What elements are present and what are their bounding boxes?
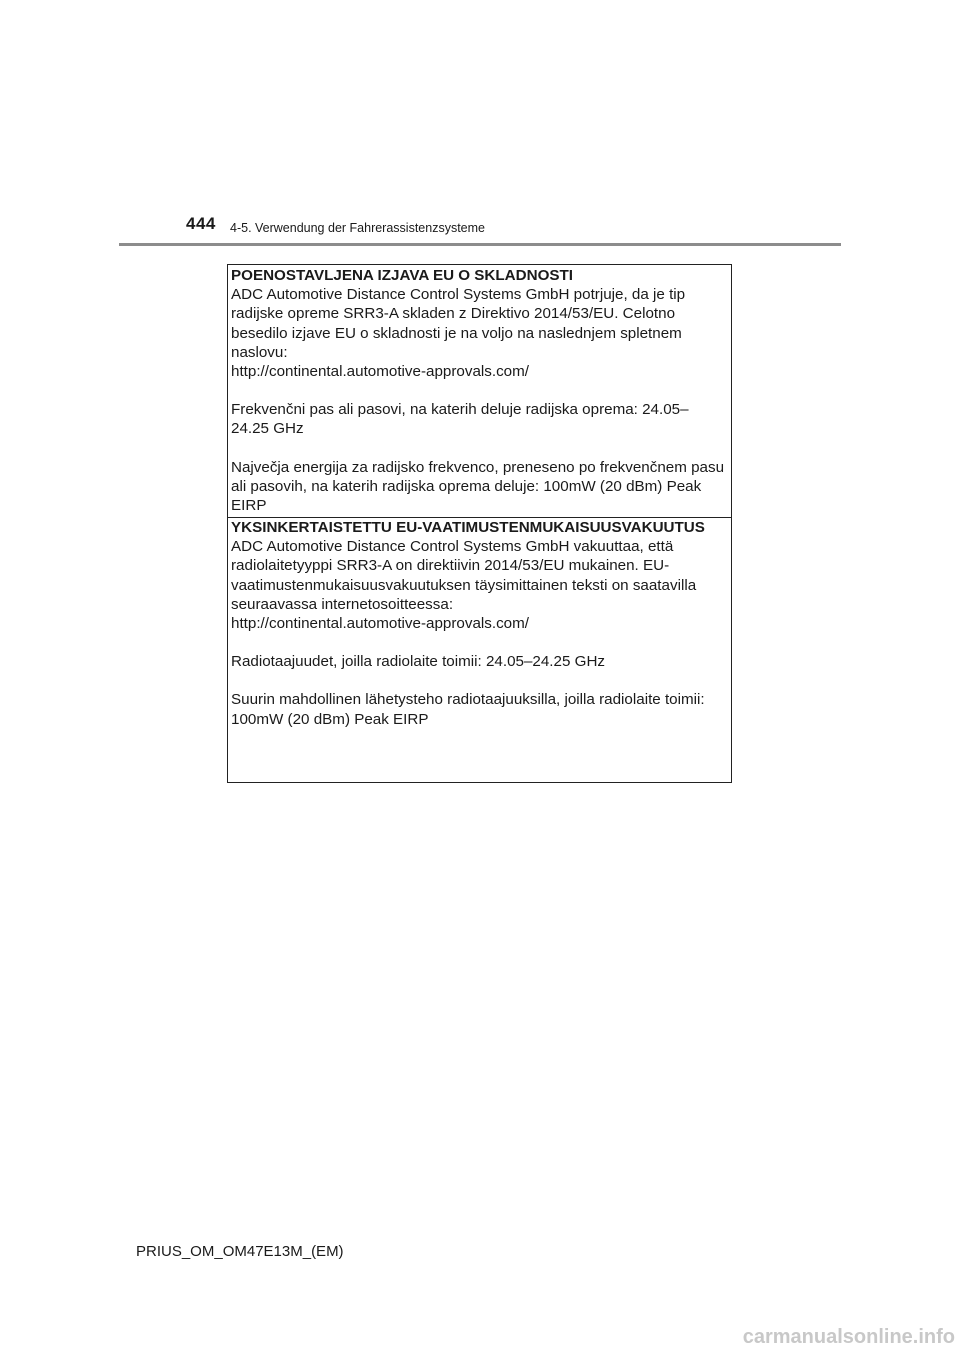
slovenian-text-line: ADC Automotive Distance Control Systems GmbH potrjuje, da je tip [231, 286, 686, 304]
slovenian-power-line: EIRP [231, 497, 267, 515]
header-divider [119, 243, 841, 246]
finnish-power-line: Suurin mahdollinen lähetysteho radiotaajuuksilla, joilla radiolaite toimii: [231, 691, 705, 709]
slovenian-frequency-line: 24.25 GHz [231, 420, 304, 438]
declaration-box [227, 264, 732, 783]
slovenian-text-line: besedilo izjave EU o skladnosti je na voljo na naslednjem spletnem [231, 324, 682, 342]
slovenian-declaration [228, 266, 731, 517]
slovenian-heading: POENOSTAVLJENA IZJAVA EU O SKLADNOSTI [231, 267, 574, 284]
page-number: 444 [186, 214, 216, 233]
finnish-frequency-line: Radiotaajuudet, joilla radiolaite toimii: 24.05–24.25 GHz [231, 653, 606, 671]
finnish-url: http://continental.automotive-approvals.com/ [231, 615, 530, 633]
slovenian-power-line: Največja energija za radijsko frekvenco, preneseno po frekvenčnem pasu [231, 458, 725, 476]
slovenian-text-line: naslovu: [231, 343, 288, 361]
slovenian-frequency-line: Frekvenčni pas ali pasovi, na katerih deluje radijska oprema: 24.05– [231, 401, 689, 419]
document-code: PRIUS_OM_OM47E13M_(EM) [136, 1243, 344, 1260]
finnish-declaration [228, 517, 731, 782]
finnish-power-line: 100mW (20 dBm) Peak EIRP [231, 710, 429, 728]
finnish-heading: YKSINKERTAISTETTU EU-VAATIMUSTENMUKAISUUSVAKUUTUS [231, 519, 705, 536]
section-title: 4-5. Verwendung der Fahrerassistenzsysteme [230, 221, 485, 235]
finnish-text-line: seuraavassa internetosoitteessa: [231, 595, 454, 613]
finnish-text-line: vaatimustenmukaisuusvakuutuksen täysimittainen teksti on saatavilla [231, 576, 697, 594]
finnish-text-line: ADC Automotive Distance Control Systems GmbH vakuuttaa, että [231, 538, 674, 556]
slovenian-url: http://continental.automotive-approvals.com/ [231, 363, 530, 381]
finnish-text-line: radiolaitetyyppi SRR3-A on direktiivin 2014/53/EU mukainen. EU- [231, 557, 670, 575]
watermark-logo: carmanualsonline.info [742, 1326, 955, 1348]
slovenian-text-line: radijske opreme SRR3-A skladen z Direktivo 2014/53/EU. Celotno [231, 305, 676, 323]
slovenian-power-line: ali pasovih, na katerih radijska oprema deluje: 100mW (20 dBm) Peak [231, 477, 702, 495]
